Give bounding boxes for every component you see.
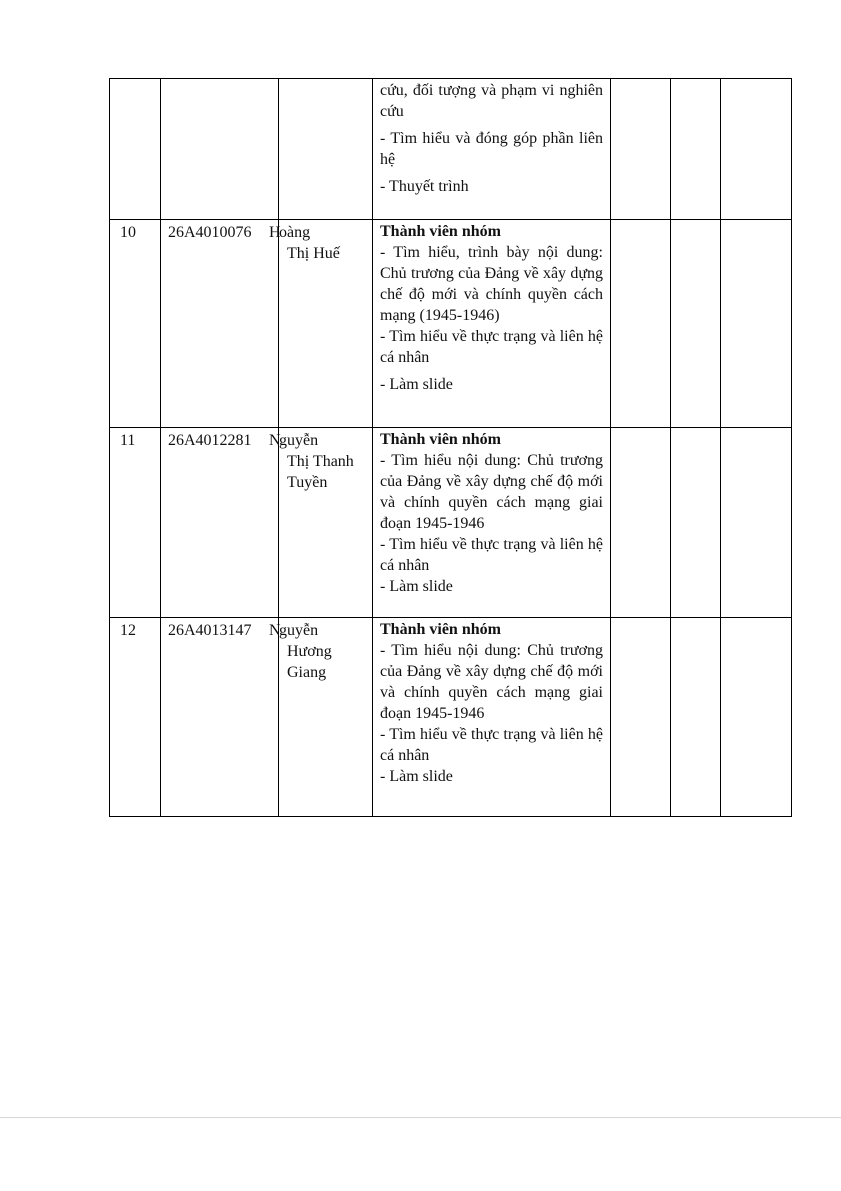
task-line: - Tìm hiểu nội dung: Chủ trương của Đảng về xây dựng chế độ mới và chính quyền cách mạng giai đoạn 1945-1946 <box>380 452 603 532</box>
task-line: - Tìm hiểu, trình bày nội dung: Chủ trương của Đảng về xây dựng chế độ mới và chính quyền cách mạng (1945-1946) <box>380 244 603 324</box>
cell-number <box>110 79 161 220</box>
cell-empty <box>721 79 792 220</box>
cell-empty <box>611 220 671 428</box>
task-line: cứu, đối tượng và phạm vi nghiên cứu <box>380 82 603 120</box>
cell-task <box>373 428 611 618</box>
table-row <box>110 428 792 618</box>
task-heading: Thành viên nhóm <box>380 621 501 638</box>
task-heading: Thành viên nhóm <box>380 223 501 240</box>
cell-empty <box>721 220 792 428</box>
task-line: - Tìm hiểu về thực trạng và liên hệ cá nhân <box>380 726 603 764</box>
task-line: - Làm slide <box>380 578 453 595</box>
table-row <box>110 79 792 220</box>
task-line: - Tìm hiểu và đóng góp phần liên hệ <box>380 130 603 168</box>
cell-name: H oàng Thị Huế <box>279 220 373 428</box>
cell-task <box>373 618 611 817</box>
member-task-table <box>109 78 792 817</box>
page-bottom-divider <box>0 1117 841 1118</box>
cell-empty <box>611 428 671 618</box>
table-row <box>110 220 792 428</box>
cell-student-id <box>161 79 279 220</box>
cell-empty <box>611 79 671 220</box>
cell-number: 10 <box>110 220 161 428</box>
cell-number: 12 <box>110 618 161 817</box>
task-line: - Thuyết trình <box>380 178 469 195</box>
cell-name: N guyễn Hương Giang <box>279 618 373 817</box>
task-line: - Làm slide <box>380 376 453 393</box>
given-name: Thị Thanh Tuyền <box>287 453 354 491</box>
task-line: - Làm slide <box>380 768 453 785</box>
task-heading: Thành viên nhóm <box>380 431 501 448</box>
task-line: - Tìm hiểu về thực trạng và liên hệ cá nhân <box>380 536 603 574</box>
cell-empty <box>721 618 792 817</box>
cell-empty <box>671 79 721 220</box>
cell-empty <box>671 428 721 618</box>
given-name: Thị Huế <box>287 245 340 262</box>
cell-number: 11 <box>110 428 161 618</box>
cell-student-id: 26A4010076 <box>161 220 279 428</box>
cell-student-id: 26A4013147 <box>161 618 279 817</box>
given-name: Hương Giang <box>287 643 332 681</box>
cell-empty <box>721 428 792 618</box>
cell-task <box>373 79 611 220</box>
cell-empty <box>671 220 721 428</box>
cell-task <box>373 220 611 428</box>
cell-empty <box>611 618 671 817</box>
cell-name: N guyễn Thị Thanh Tuyền <box>279 428 373 618</box>
cell-name <box>279 79 373 220</box>
task-line: - Tìm hiểu về thực trạng và liên hệ cá nhân <box>380 328 603 366</box>
task-line: - Tìm hiểu nội dung: Chủ trương của Đảng về xây dựng chế độ mới và chính quyền cách mạng giai đoạn 1945-1946 <box>380 642 603 722</box>
cell-student-id: 26A4012281 <box>161 428 279 618</box>
table-row <box>110 618 792 817</box>
cell-empty <box>671 618 721 817</box>
